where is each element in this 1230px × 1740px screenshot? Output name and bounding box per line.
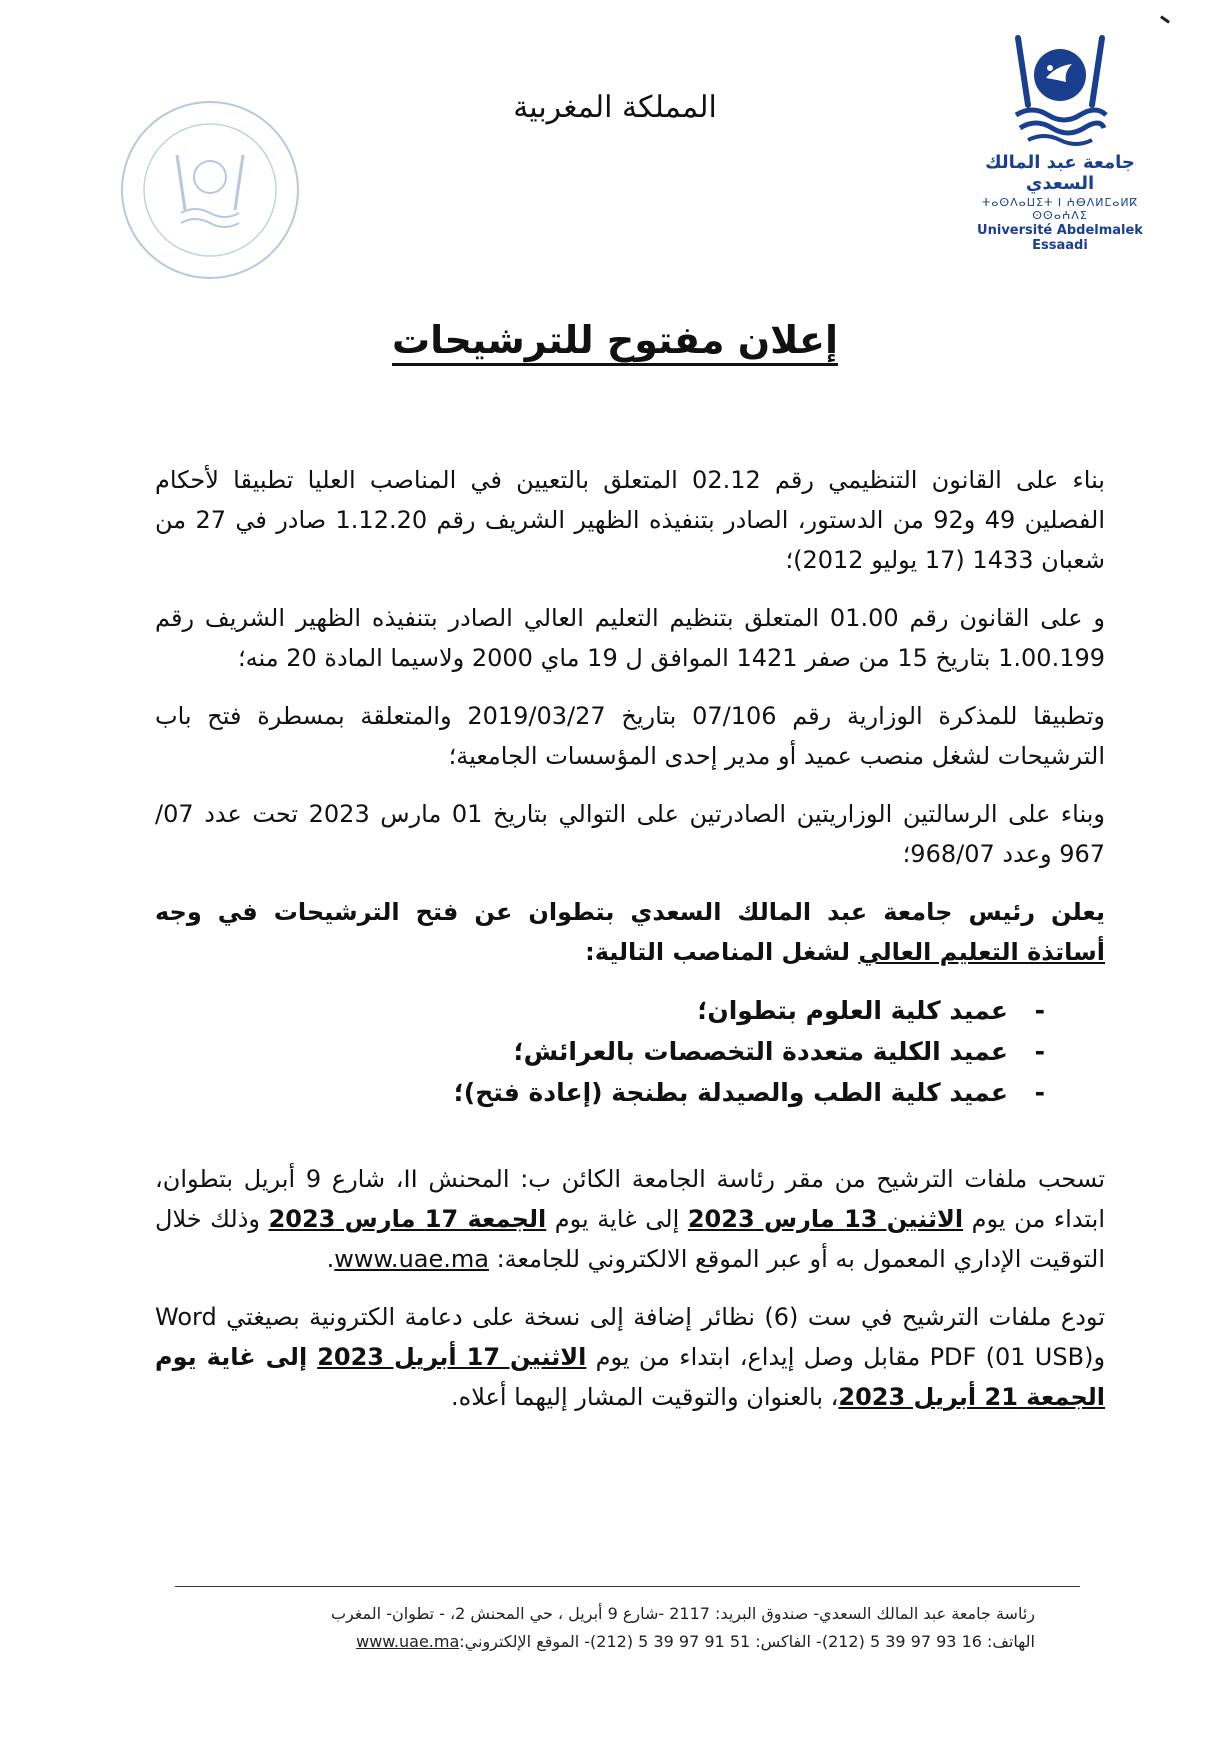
announcement-target-audience: أساتذة التعليم العالي bbox=[858, 938, 1105, 966]
footer bbox=[175, 1600, 1035, 1656]
footer-phone-fax: الهاتف: 16 93 97 39 5 (212)- الفاكس: 51 91 97 39 5 (212)- الموقع الإلكتروني: bbox=[459, 1632, 1035, 1651]
withdrawal-text-b: إلى غاية يوم bbox=[546, 1205, 688, 1233]
footer-contact bbox=[175, 1628, 1035, 1656]
paragraph-ministerial-memo: وتطبيقا للمذكرة الوزارية رقم 07/106 بتاريخ 2019/03/27 والمتعلقة بمسطرة فتح باب الترشيحات لشغل منصب عميد أو مدير إحدى المؤسسات الجامعية؛ bbox=[155, 702, 1105, 770]
list-item-position: - عميد الكلية متعددة التخصصات بالعرائش؛ bbox=[155, 1031, 1045, 1072]
paragraph-legal-basis-1: بناء على القانون التنظيمي رقم 02.12 المتعلق بالتعيين في المناصب العليا تطبيقا لأحكام الفصلين 49 و92 من الدستور، الصادر بتنفيذه الظهير الشريف رقم 1.12.20 صادر في 27 من شعبان 1433 (17 يوليو 2012)؛ bbox=[155, 466, 1105, 574]
paragraph-legal-basis-2: و على القانون رقم 01.00 المتعلق بتنظيم التعليم العالي الصادر بتنفيذه الظهير الشريف رقم 1.00.199 بتاريخ 15 من صفر 1421 الموافق ل 19 ماي 2000 ولاسيما المادة 20 منه؛ bbox=[155, 604, 1106, 672]
submission-end-date: الجمعة 21 أبريل 2023 bbox=[838, 1383, 1105, 1411]
announcement-title-text: إعلان مفتوح للترشيحات bbox=[392, 318, 838, 362]
withdrawal-start-date: الاثنين 13 مارس 2023 bbox=[687, 1205, 964, 1233]
announcement-text-b: لشغل المناصب التالية: bbox=[585, 938, 859, 966]
withdrawal-end-date: الجمعة 17 مارس 2023 bbox=[268, 1205, 547, 1233]
announcement-body bbox=[155, 460, 1105, 1435]
announcement-text-a: يعلن رئيس جامعة عبد المالك السعدي بتطوان عن فتح الترشيحات في وجه bbox=[155, 898, 1105, 926]
submission-text-b: إلى غاية يوم bbox=[155, 1343, 318, 1371]
kingdom-heading: المملكة المغربية bbox=[513, 90, 717, 125]
logo-name-french: Université Abdelmalek Essaadi bbox=[977, 223, 1143, 253]
list-item-position: - عميد كلية الطب والصيدلة بطنجة (إعادة فتح)؛ bbox=[155, 1072, 1045, 1113]
submission-text-c: ، بالعنوان والتوقيت المشار إليهما أعلاه. bbox=[451, 1383, 839, 1411]
paragraph-file-submission bbox=[155, 1297, 1105, 1417]
list-item-position: - عميد كلية العلوم بتطوان؛ bbox=[155, 990, 1045, 1031]
footer-website-link[interactable]: www.uae.ma bbox=[356, 1632, 460, 1651]
university-emblem-icon bbox=[1000, 30, 1120, 150]
paragraph-ministerial-letters: وبناء على الرسالتين الوزاريتين الصادرتين على التوالي بتاريخ 01 مارس 2023 تحت عدد 07/ 967 وعدد 968/07؛ bbox=[155, 800, 1106, 868]
logo-name-arabic: جامعة عبد المالك السعدي bbox=[985, 152, 1135, 194]
withdrawal-text-end: . bbox=[326, 1245, 335, 1273]
paragraph-announcement bbox=[155, 892, 1105, 972]
withdrawal-text-c: وذلك خلال التوقيت الإداري المعمول به أو عبر الموقع الالكتروني للجامعة: bbox=[155, 1205, 1105, 1273]
withdrawal-text-a: تسحب ملفات الترشيح من مقر رئاسة الجامعة الكائن ب: المحنش II، شارع 9 أبريل بتطوان، ابتداء من يوم bbox=[155, 1165, 1106, 1233]
submission-start-date: الاثنين 17 أبريل 2023 bbox=[317, 1343, 587, 1371]
positions-list bbox=[155, 990, 1105, 1113]
announcement-title bbox=[0, 318, 1230, 362]
submission-text-a: تودع ملفات الترشيح في ست (6) نظائر إضافة إلى نسخة على دعامة الكترونية بصيغتي Word وPDF (01 USB) مقابل وصل إيداع، ابتداء من يوم bbox=[155, 1303, 1106, 1371]
scan-mark bbox=[1160, 15, 1170, 23]
university-logo bbox=[960, 30, 1160, 253]
logo-name-tifinagh: ⵜⴰⵙⴷⴰⵡⵉⵜ ⵏ ⵄⴱⴷⵍⵎⴰⵍⴽ ⵙⵙⴰⵄⴷⵉ bbox=[981, 196, 1139, 222]
paragraph-file-withdrawal bbox=[155, 1159, 1105, 1279]
website-link[interactable]: www.uae.ma bbox=[334, 1245, 489, 1273]
footer-divider bbox=[175, 1586, 1080, 1587]
footer-address: رئاسة جامعة عبد المالك السعدي- صندوق البريد: 2117 -شارع 9 أبريل ، حي المحنش 2، - تطوان- المغرب bbox=[330, 1604, 1035, 1623]
